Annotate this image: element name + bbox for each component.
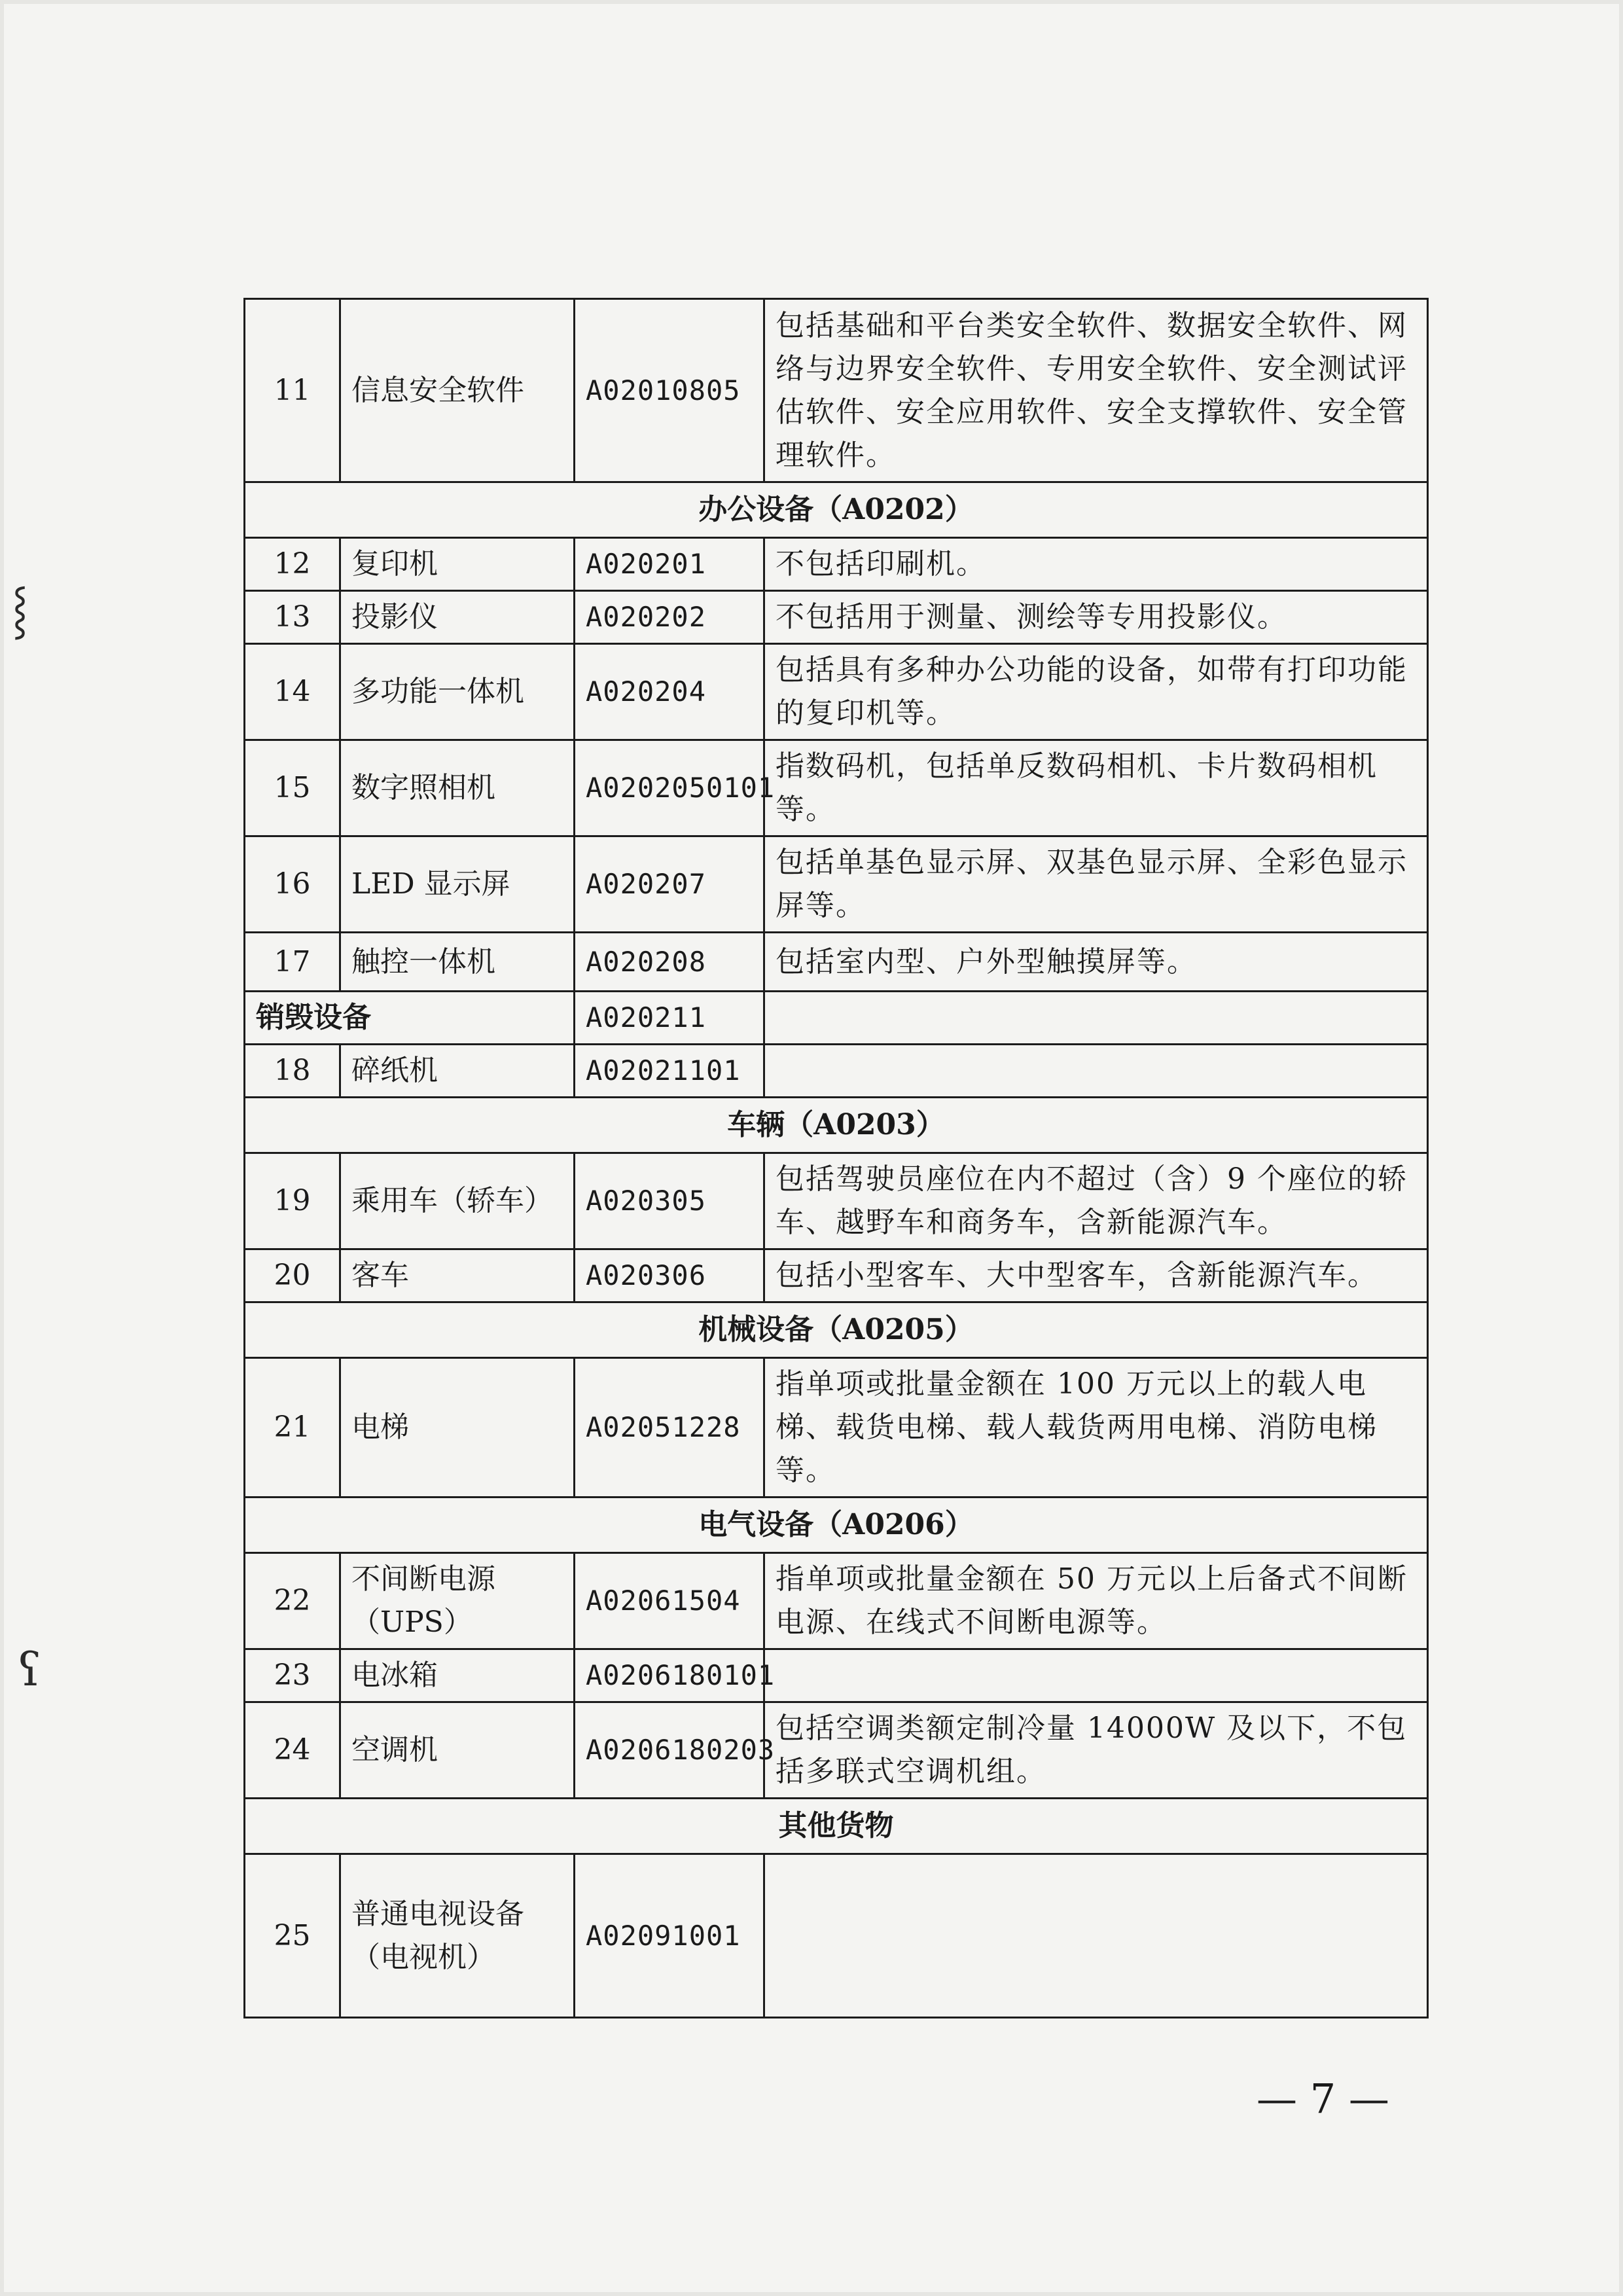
item-name: 复印机 — [340, 538, 575, 591]
section-title: 其他货物 — [245, 1799, 1428, 1854]
row-number: 12 — [245, 538, 340, 591]
section-header-row — [245, 1799, 1428, 1854]
catalog-code: A020211 — [575, 992, 764, 1045]
catalog-code: A02061504 — [575, 1553, 764, 1649]
item-description — [764, 1045, 1428, 1098]
procurement-catalog-table — [243, 298, 1429, 2018]
section-title: 机械设备（A0205） — [245, 1302, 1428, 1358]
section-header-row — [245, 1302, 1428, 1358]
item-name: 乘用车（轿车） — [340, 1153, 575, 1249]
catalog-code: A020305 — [575, 1153, 764, 1249]
subcategory-name: 销毁设备 — [245, 992, 575, 1045]
item-description: 包括空调类额定制冷量 14000W 及以下，不包括多联式空调机组。 — [764, 1702, 1428, 1799]
table-row — [245, 1153, 1428, 1249]
catalog-code: A02021101 — [575, 1045, 764, 1098]
section-title: 电气设备（A0206） — [245, 1498, 1428, 1553]
table-row — [245, 1649, 1428, 1702]
row-number: 15 — [245, 740, 340, 836]
row-number: 13 — [245, 591, 340, 644]
item-description: 指单项或批量金额在 50 万元以上后备式不间断电源、在线式不间断电源等。 — [764, 1553, 1428, 1649]
item-name: 不间断电源（UPS） — [340, 1553, 575, 1649]
item-description: 不包括印刷机。 — [764, 538, 1428, 591]
item-description — [764, 1854, 1428, 2018]
row-number: 24 — [245, 1702, 340, 1799]
item-description: 包括具有多种办公功能的设备，如带有打印功能的复印机等。 — [764, 644, 1428, 740]
table-row — [245, 1553, 1428, 1649]
item-name: 数字照相机 — [340, 740, 575, 836]
margin-pencil-mark: ⸾ — [12, 583, 29, 636]
item-description: 不包括用于测量、测绘等专用投影仪。 — [764, 591, 1428, 644]
item-description: 包括基础和平台类安全软件、数据安全软件、网络与边界安全软件、专用安全软件、安全测试评估软件、安全应用软件、安全支撑软件、安全管理软件。 — [764, 299, 1428, 482]
catalog-code: A020208 — [575, 933, 764, 992]
catalog-code: A0206180203 — [575, 1702, 764, 1799]
item-description — [764, 1649, 1428, 1702]
row-number: 18 — [245, 1045, 340, 1098]
table-row — [245, 933, 1428, 992]
item-name: 电梯 — [340, 1358, 575, 1498]
section-title: 办公设备（A0202） — [245, 482, 1428, 538]
item-description: 指单项或批量金额在 100 万元以上的载人电梯、载货电梯、载人载货两用电梯、消防电梯等。 — [764, 1358, 1428, 1498]
catalog-code: A02010805 — [575, 299, 764, 482]
section-header-row — [245, 1498, 1428, 1553]
catalog-code: A020201 — [575, 538, 764, 591]
item-description: 包括单基色显示屏、双基色显示屏、全彩色显示屏等。 — [764, 836, 1428, 933]
row-number: 20 — [245, 1249, 340, 1302]
table-row — [245, 740, 1428, 836]
item-description: 包括室内型、户外型触摸屏等。 — [764, 933, 1428, 992]
catalog-code: A020306 — [575, 1249, 764, 1302]
table-row — [245, 299, 1428, 482]
catalog-code: A020207 — [575, 836, 764, 933]
row-number: 19 — [245, 1153, 340, 1249]
row-number: 16 — [245, 836, 340, 933]
item-name: 信息安全软件 — [340, 299, 575, 482]
item-name: 客车 — [340, 1249, 575, 1302]
catalog-code: A020204 — [575, 644, 764, 740]
table-body — [245, 299, 1428, 2018]
table-row — [245, 1045, 1428, 1098]
row-number: 25 — [245, 1854, 340, 2018]
row-number: 17 — [245, 933, 340, 992]
table-row — [245, 591, 1428, 644]
table-row — [245, 538, 1428, 591]
table-row — [245, 1358, 1428, 1498]
section-header-row — [245, 482, 1428, 538]
item-name: 空调机 — [340, 1702, 575, 1799]
margin-pencil-mark: ʕ — [17, 1643, 42, 1696]
item-name: 多功能一体机 — [340, 644, 575, 740]
table-row — [245, 1854, 1428, 2018]
row-number: 23 — [245, 1649, 340, 1702]
item-description: 指数码机，包括单反数码相机、卡片数码相机等。 — [764, 740, 1428, 836]
item-name: 触控一体机 — [340, 933, 575, 992]
catalog-code: A02091001 — [575, 1854, 764, 2018]
section-header-row — [245, 1098, 1428, 1153]
item-name: LED 显示屏 — [340, 836, 575, 933]
table-row — [245, 1702, 1428, 1799]
item-name: 普通电视设备（电视机） — [340, 1854, 575, 2018]
catalog-code: A02051228 — [575, 1358, 764, 1498]
item-description: 包括驾驶员座位在内不超过（含）9 个座位的轿车、越野车和商务车，含新能源汽车。 — [764, 1153, 1428, 1249]
row-number: 14 — [245, 644, 340, 740]
table-row — [245, 1249, 1428, 1302]
catalog-code: A0202050101 — [575, 740, 764, 836]
section-title: 车辆（A0203） — [245, 1098, 1428, 1153]
subcategory-row — [245, 992, 1428, 1045]
item-description — [764, 992, 1428, 1045]
item-name: 投影仪 — [340, 591, 575, 644]
table-row — [245, 644, 1428, 740]
item-name: 电冰箱 — [340, 1649, 575, 1702]
table-row — [245, 836, 1428, 933]
row-number: 11 — [245, 299, 340, 482]
item-description: 包括小型客车、大中型客车，含新能源汽车。 — [764, 1249, 1428, 1302]
catalog-code: A020202 — [575, 591, 764, 644]
page-number: — 7 — — [1257, 2075, 1389, 2123]
item-name: 碎纸机 — [340, 1045, 575, 1098]
row-number: 22 — [245, 1553, 340, 1649]
catalog-code: A0206180101 — [575, 1649, 764, 1702]
row-number: 21 — [245, 1358, 340, 1498]
